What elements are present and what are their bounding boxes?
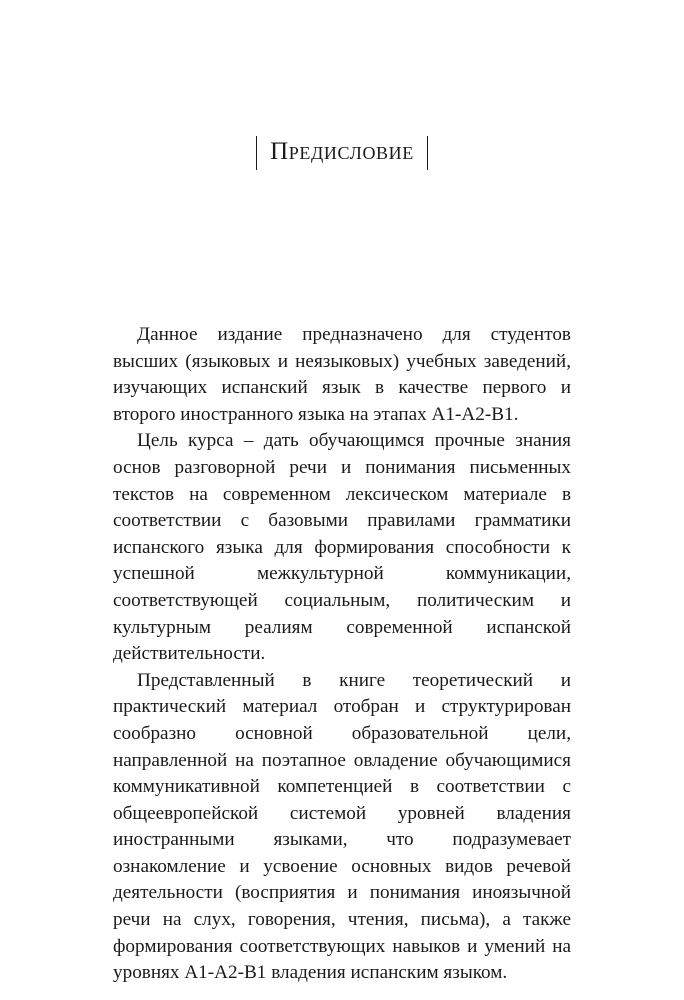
chapter-heading (0, 134, 684, 170)
paragraph-2: Цель курса – дать обучающимся прочные знания основ разговорной речи и понимания письменных текстов на современном лексическом материале в соответствии с базовыми правилами грамматики испанского языка для формирования способности к успешной межкультурной коммуникации, соответствующей социальным, политическим и культурным реалиям современной испанской действительности. (113, 430, 571, 665)
heading-right-rule (427, 136, 428, 170)
paragraph-1: Данное издание предназначено для студентов высших (языковых и неязыковых) учебных заведений, изучающих испанский язык в качестве первого и второго иностранного языка на этапах А1-А2-В1. (113, 324, 571, 425)
heading-left-rule (256, 136, 257, 170)
paragraph-3: Представленный в книге теоретический и практический материал отобран и структурирован сообразно основной образовательной цели, направленной на поэтапное овладение обучающимися коммуникативной компетенцией в соответствии с общеевропейской системой уровней владения иностранными языками, что подразумевает ознакомление и усвоение основных видов речевой деятельности (восприятия и понимания иноязычной речи на слух, говорения, чтения, письма), а также формирования соответствующих навыков и умений на уровнях А1-А2-В1 владения испанским языком. (113, 669, 571, 984)
preface-body (113, 322, 571, 987)
page-title: Предисловие (270, 138, 414, 165)
heading-frame (256, 134, 428, 170)
